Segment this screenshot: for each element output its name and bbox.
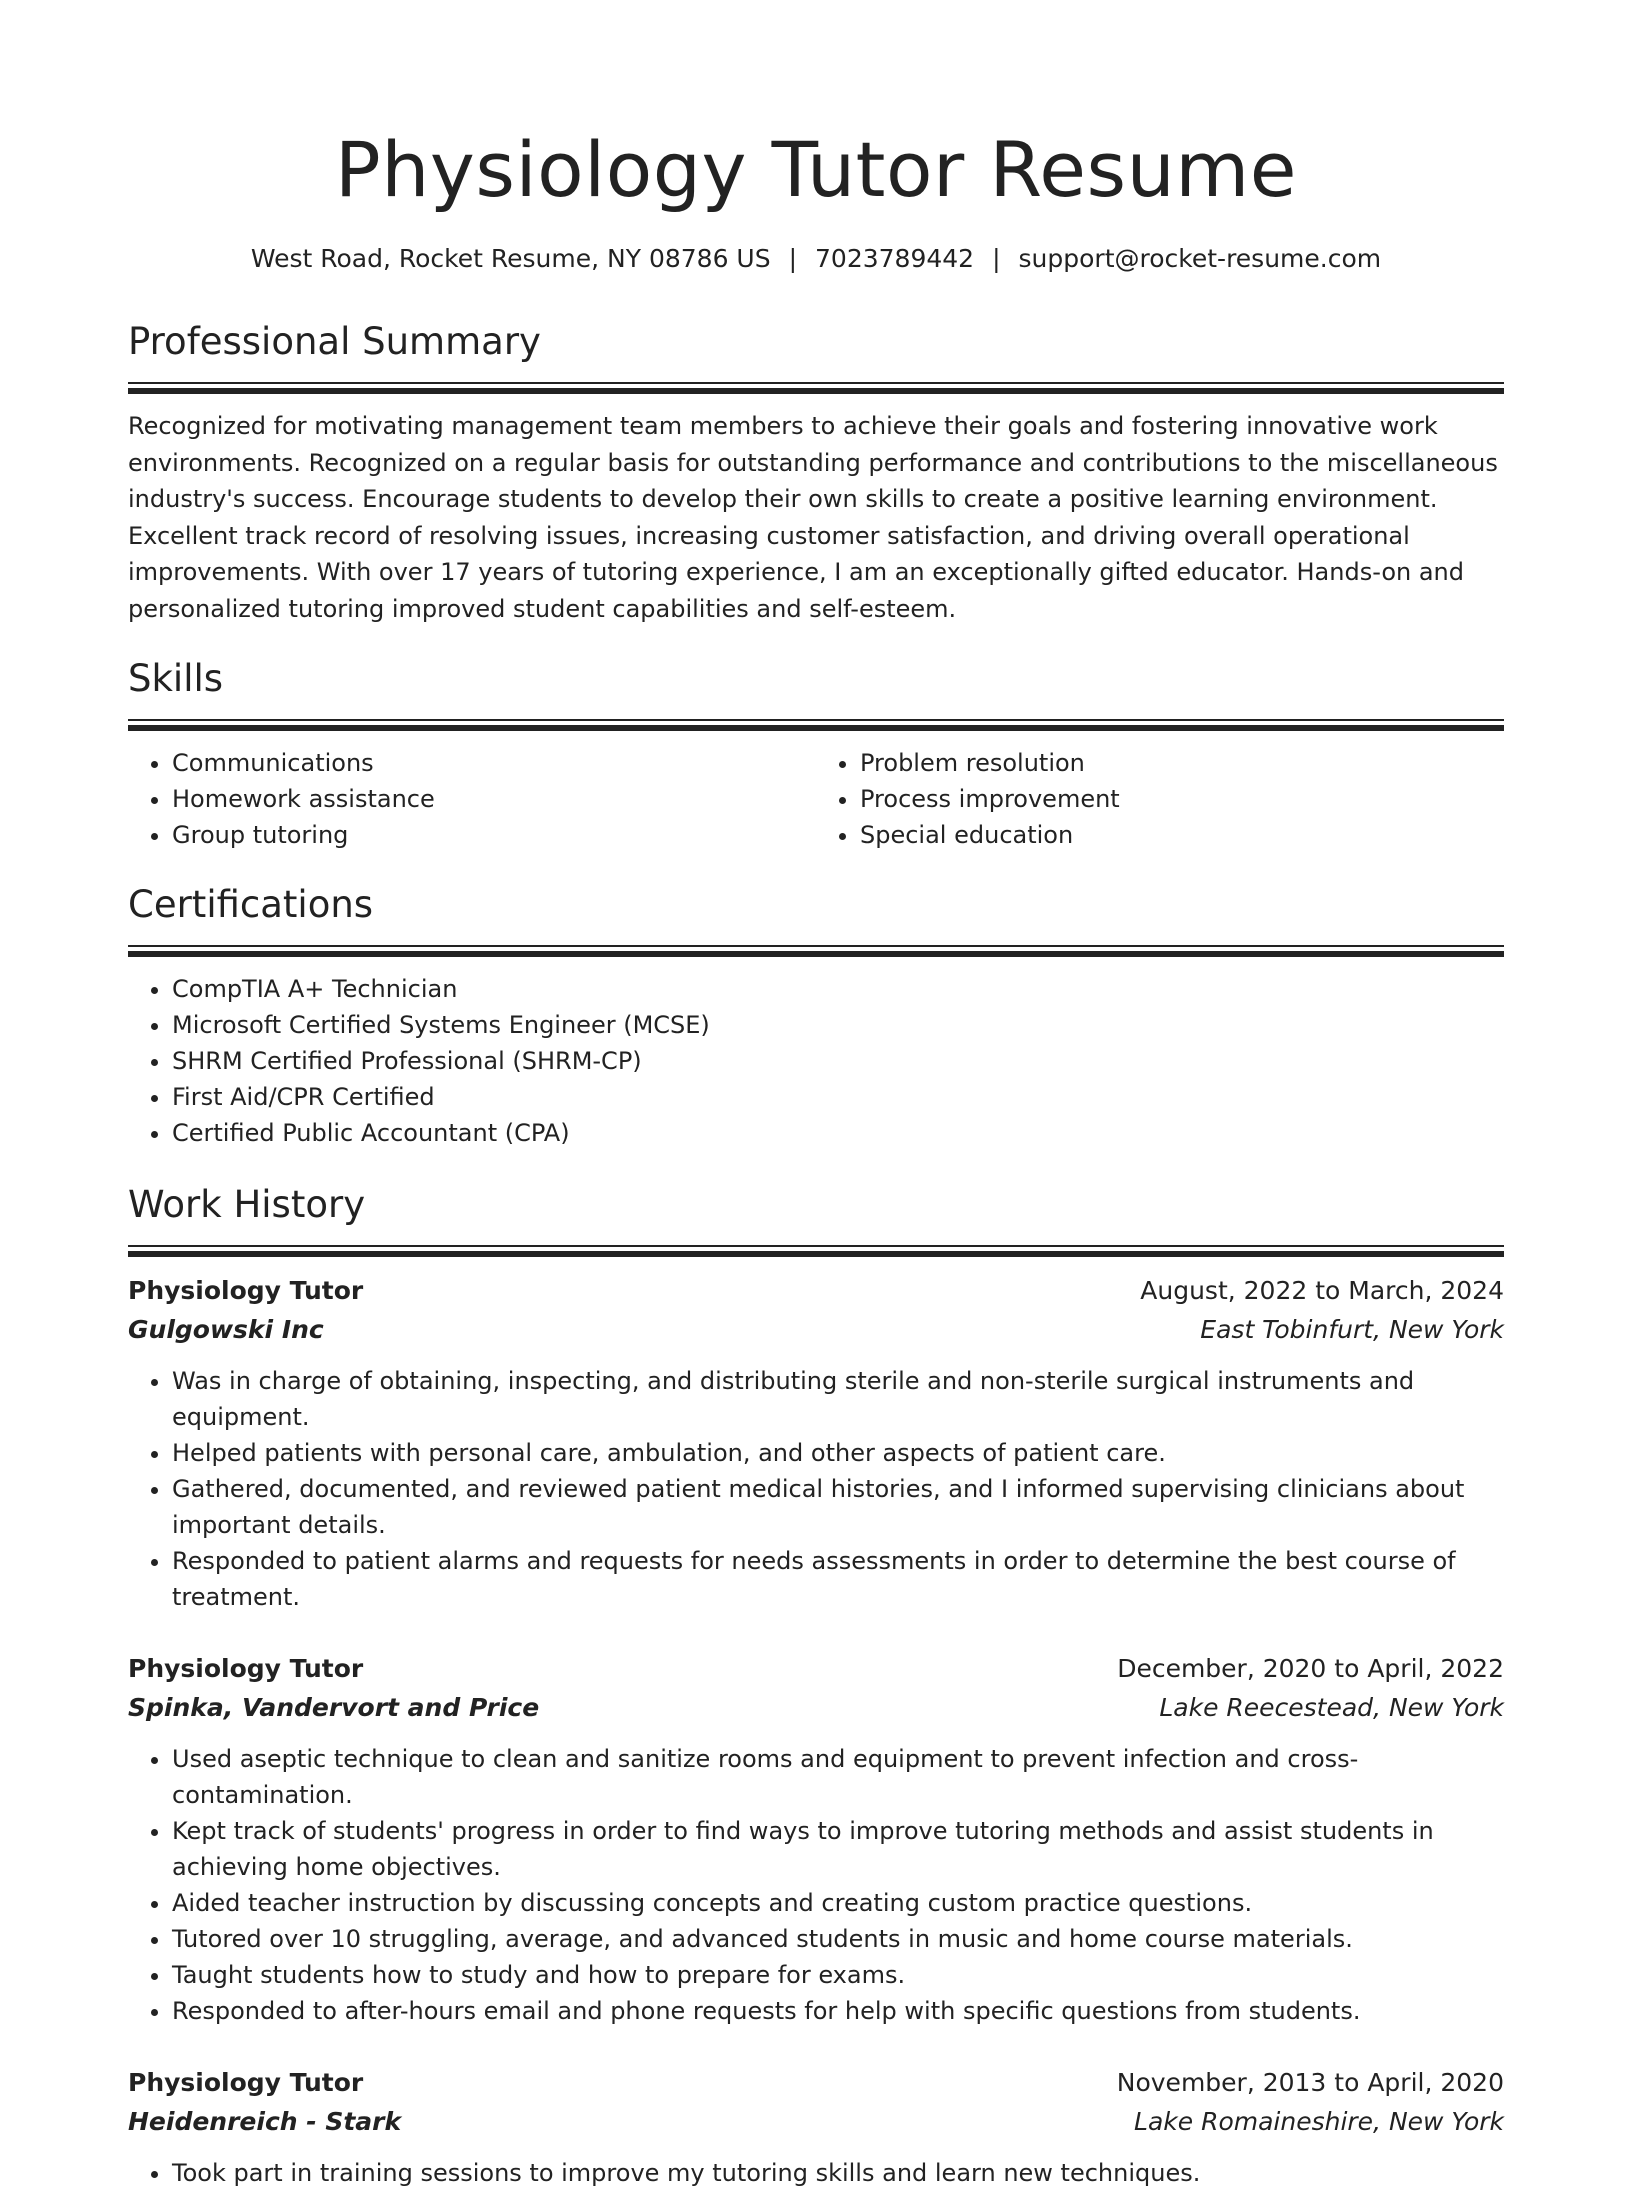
work-history-section — [128, 1181, 1504, 2191]
skill-item: • Special education — [860, 817, 1504, 853]
job-duties-list — [128, 1363, 1504, 1615]
skill-item: • Problem resolution — [860, 745, 1504, 781]
skills-list-right — [816, 745, 1504, 853]
contact-address: West Road, Rocket Resume, NY 08786 US — [250, 244, 771, 273]
job-location: East Tobinfurt, New York — [1200, 1315, 1504, 1344]
job-company: Heidenreich - Stark — [128, 2107, 402, 2136]
skill-item: • Process improvement — [860, 781, 1504, 817]
contact-line — [128, 242, 1504, 276]
job-company-row — [128, 1310, 1504, 1349]
job-duty: • Kept track of students' progress in order to find ways to improve tutoring methods and assist students in achieving home objectives. — [172, 1813, 1504, 1885]
section-title: Certifications — [128, 883, 374, 926]
job-company: Spinka, Vandervort and Price — [128, 1693, 540, 1722]
job-duty: • Was in charge of obtaining, inspecting, and distributing sterile and non-sterile surgical instruments and equipment. — [172, 1363, 1504, 1435]
certification-item: • CompTIA A+ Technician — [172, 971, 1504, 1007]
skill-item: • Homework assistance — [172, 781, 816, 817]
professional-summary-section — [128, 318, 1504, 627]
skill-item: • Group tutoring — [172, 817, 816, 853]
certification-item: • Certified Public Accountant (CPA) — [172, 1115, 1504, 1151]
skills-section — [128, 655, 1504, 853]
job-location: Lake Romaineshire, New York — [1134, 2107, 1504, 2136]
job-duty: • Helped patients with personal care, ambulation, and other aspects of patient care. — [172, 1435, 1504, 1471]
job-title: Physiology Tutor — [128, 2068, 364, 2097]
job-entry — [128, 1649, 1504, 2029]
certification-item: • First Aid/CPR Certified — [172, 1079, 1504, 1115]
contact-separator: | — [992, 244, 1001, 273]
job-dates: November, 2013 to April, 2020 — [1116, 2068, 1504, 2097]
job-dates: August, 2022 to March, 2024 — [1140, 1276, 1504, 1305]
section-title: Skills — [128, 657, 224, 700]
job-dates: December, 2020 to April, 2022 — [1117, 1654, 1504, 1683]
job-company-row — [128, 2102, 1504, 2141]
summary-text: Recognized for motivating management team members to achieve their goals and fostering innovative work environments. Recognized on a regular basis for outstanding performance and contributions to the miscellaneous industry's success. Encourage students to develop their own skills to create a positive learning environment. Excellent track record of resolving issues, increasing customer satisfaction, and driving overall operational improvements. With over 17 years of tutoring experience, I am an exceptionally gifted educator. Hands-on and personalized tutoring improved student capabilities and self-esteem. — [128, 412, 1498, 623]
certification-item: • SHRM Certified Professional (SHRM-CP) — [172, 1043, 1504, 1079]
section-divider — [128, 945, 1504, 957]
section-title: Work History — [128, 1183, 366, 1226]
job-header-row — [128, 1271, 1504, 1310]
section-divider — [128, 382, 1504, 394]
section-divider — [128, 719, 1504, 731]
job-location: Lake Reecestead, New York — [1159, 1693, 1504, 1722]
job-duties-list — [128, 1741, 1504, 2029]
job-duty: • Tutored over 10 struggling, average, and advanced students in music and home course materials. — [172, 1921, 1504, 1957]
section-divider — [128, 1245, 1504, 1257]
job-header-row — [128, 1649, 1504, 1688]
job-duties-list — [128, 2155, 1504, 2191]
job-duty: • Responded to patient alarms and requests for needs assessments in order to determine the best course of treatment. — [172, 1543, 1504, 1615]
job-title: Physiology Tutor — [128, 1654, 364, 1683]
contact-phone: 7023789442 — [815, 244, 975, 273]
contact-email: support@rocket-resume.com — [1018, 244, 1382, 273]
job-company-row — [128, 1688, 1504, 1727]
job-duty: • Gathered, documented, and reviewed patient medical histories, and I informed supervising clinicians about important details. — [172, 1471, 1504, 1543]
certifications-section — [128, 881, 1504, 1151]
job-header-row — [128, 2063, 1504, 2102]
job-duty: • Aided teacher instruction by discussing concepts and creating custom practice questions. — [172, 1885, 1504, 1921]
resume-title: Physiology Tutor Resume — [334, 125, 1298, 214]
job-title: Physiology Tutor — [128, 1276, 364, 1305]
job-duty: • Used aseptic technique to clean and sanitize rooms and equipment to prevent infection and cross-contamination. — [172, 1741, 1504, 1813]
skills-grid — [128, 745, 1504, 853]
section-title: Professional Summary — [128, 320, 541, 363]
job-entry — [128, 2063, 1504, 2191]
certification-item: • Microsoft Certified Systems Engineer (MCSE) — [172, 1007, 1504, 1043]
job-duty: • Responded to after-hours email and phone requests for help with specific questions from students. — [172, 1993, 1504, 2029]
certifications-list — [128, 971, 1504, 1151]
job-duty: • Taught students how to study and how to prepare for exams. — [172, 1957, 1504, 1993]
job-company: Gulgowski Inc — [128, 1315, 324, 1344]
job-duty: • Took part in training sessions to improve my tutoring skills and learn new techniques. — [172, 2155, 1504, 2191]
job-entry — [128, 1271, 1504, 1615]
contact-separator: | — [788, 244, 798, 273]
skills-list-left — [128, 745, 816, 853]
skill-item: • Communications — [172, 745, 816, 781]
